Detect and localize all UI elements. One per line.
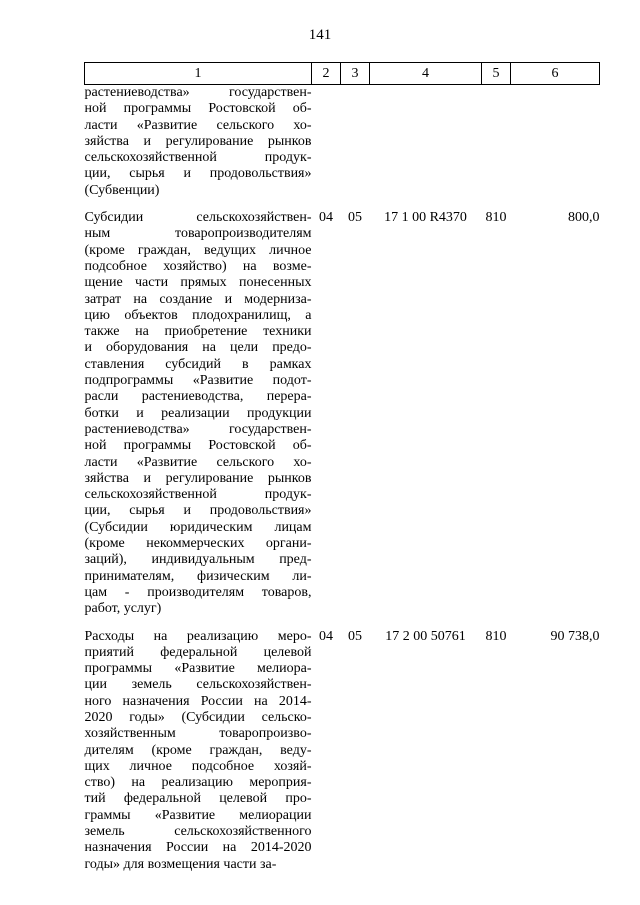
description-line: 2020 годы» (Субсидии сельско- bbox=[84, 709, 312, 725]
description-line: Расходы на реализацию меро- bbox=[84, 628, 312, 644]
table-row bbox=[85, 629, 600, 873]
row-subsection-code bbox=[341, 85, 370, 200]
description-line: ставления субсидий в рамках bbox=[84, 356, 312, 372]
description-line: ным товаропроизводителям bbox=[84, 226, 312, 242]
table-row bbox=[85, 210, 600, 617]
description-line: расли растениеводства, перера- bbox=[84, 389, 312, 405]
description-line: принимателям, физическим ли- bbox=[84, 568, 312, 584]
description-line: зяйства и регулирование рынков bbox=[84, 133, 312, 149]
column-header-section: 2 bbox=[312, 63, 341, 85]
description-line: заций), индивидуальным пред- bbox=[84, 552, 312, 568]
column-header-expense-type: 5 bbox=[482, 63, 511, 85]
column-header-target-article: 4 bbox=[370, 63, 482, 85]
description-line: также на приобретение техники bbox=[84, 324, 312, 340]
budget-table bbox=[84, 62, 600, 873]
description-line: ство) на реализацию мероприя- bbox=[84, 775, 312, 791]
description-line: цам - производителям товаров, bbox=[84, 584, 312, 600]
description-line: растениеводства» государствен- bbox=[84, 85, 312, 100]
description-line: зяйства и регулирование рынков bbox=[84, 470, 312, 486]
page-number: 141 bbox=[308, 27, 332, 43]
row-spacer-cell bbox=[85, 618, 600, 629]
description-line: ной программы Ростовской об- bbox=[84, 438, 312, 454]
row-section-code bbox=[312, 85, 341, 200]
column-header-description: 1 bbox=[85, 63, 312, 85]
description-line: сельскохозяйственной продук- bbox=[84, 487, 312, 503]
description-line: (Субсидии юридическим лицам bbox=[84, 519, 312, 535]
row-section-code: 04 bbox=[319, 628, 333, 644]
table-row bbox=[85, 85, 600, 200]
column-header-amount: 6 bbox=[511, 63, 600, 85]
column-header-subsection: 3 bbox=[341, 63, 370, 85]
description-line: цию объектов плодохранилищ, а bbox=[84, 307, 312, 323]
row-expense-type-code bbox=[482, 85, 511, 200]
description-line: работ, услуг) bbox=[84, 601, 162, 617]
description-line: подпрограммы «Развитие подот- bbox=[84, 373, 312, 389]
row-section-code: 04 bbox=[319, 210, 333, 226]
description-line: растениеводства» государствен- bbox=[84, 421, 312, 437]
description-line: ботки и реализации продукции bbox=[84, 405, 312, 421]
description-line: щение части прямых понесенных bbox=[84, 275, 312, 291]
description-line: ции земель сельскохозяйствен- bbox=[84, 677, 312, 693]
description-line: граммы «Развитие мелиорации bbox=[84, 807, 312, 823]
description-line: и оборудования на цели предо- bbox=[84, 340, 312, 356]
row-target-article-code: 17 1 00 R4370 bbox=[384, 210, 467, 226]
row-description bbox=[85, 629, 312, 873]
description-line: подсобное хозяйство) на возме- bbox=[84, 258, 312, 274]
row-subsection-code: 05 bbox=[348, 628, 362, 644]
table-body bbox=[85, 85, 600, 873]
description-line: щих личное подсобное хозяй- bbox=[84, 758, 312, 774]
row-spacer-cell bbox=[85, 199, 600, 210]
table-header-row bbox=[85, 63, 600, 85]
row-target-article-code: 17 2 00 50761 bbox=[385, 628, 466, 644]
description-line: дителям (кроме граждан, веду- bbox=[84, 742, 312, 758]
row-subsection-code: 05 bbox=[348, 210, 362, 226]
description-line: назначения России на 2014-2020 bbox=[84, 840, 312, 856]
description-line: ции, сырья и продовольствия» bbox=[84, 503, 312, 519]
description-line: (Субвенции) bbox=[84, 182, 160, 198]
row-amount: 90 738,0 bbox=[550, 628, 600, 644]
description-line: (кроме граждан, ведущих личное bbox=[84, 242, 312, 258]
row-expense-type-code: 810 bbox=[485, 210, 507, 226]
description-line: ной программы Ростовской об- bbox=[84, 101, 312, 117]
row-spacer bbox=[85, 618, 600, 629]
description-line: тий федеральной целевой про- bbox=[84, 791, 312, 807]
description-line: ного назначения России на 2014- bbox=[84, 693, 312, 709]
description-line: земель сельскохозяйственного bbox=[84, 824, 312, 840]
description-line: годы» для возмещения части за- bbox=[84, 856, 277, 872]
description-line: приятий федеральной целевой bbox=[84, 644, 312, 660]
row-description bbox=[85, 210, 312, 617]
row-expense-type-code: 810 bbox=[485, 628, 507, 644]
row-amount bbox=[511, 85, 600, 200]
description-line: ласти «Развитие сельского хо- bbox=[84, 117, 312, 133]
description-line: хозяйственным товаропроизво- bbox=[84, 726, 312, 742]
description-line: (кроме некоммерческих органи- bbox=[84, 536, 312, 552]
row-amount: 800,0 bbox=[568, 210, 600, 226]
row-description bbox=[85, 85, 312, 200]
row-target-article-code bbox=[370, 85, 482, 200]
description-line: сельскохозяйственной продук- bbox=[84, 150, 312, 166]
description-line: ции, сырья и продовольствия» bbox=[84, 166, 312, 182]
row-spacer bbox=[85, 199, 600, 210]
description-line: программы «Развитие мелиора- bbox=[84, 661, 312, 677]
description-line: ласти «Развитие сельского хо- bbox=[84, 454, 312, 470]
description-line: Субсидии сельскохозяйствен- bbox=[84, 210, 312, 226]
description-line: затрат на создание и модерниза- bbox=[84, 291, 312, 307]
